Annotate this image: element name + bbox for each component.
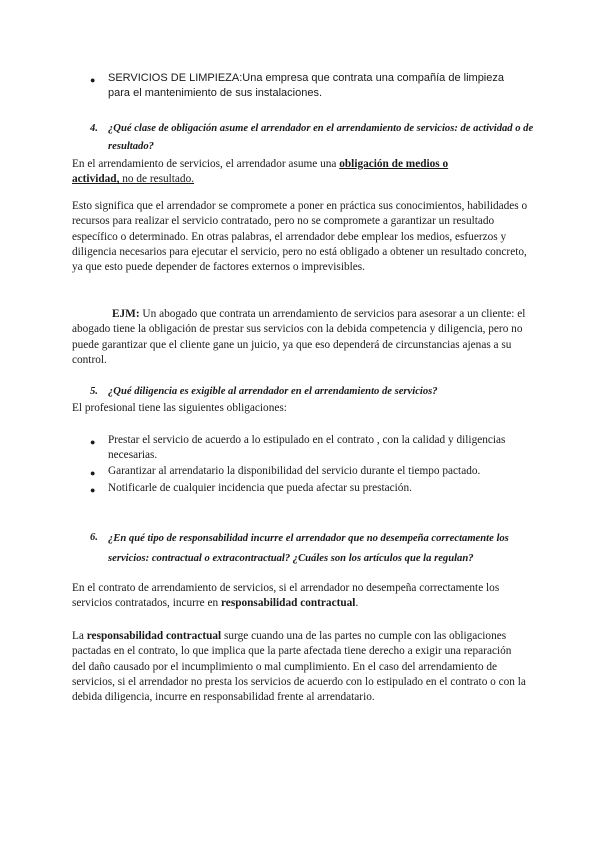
bullet-icon: ● xyxy=(90,437,96,447)
example-label: EJM: xyxy=(112,308,140,320)
answer-paragraph xyxy=(72,157,482,188)
question-heading: ¿Qué clase de obligación asume el arrendador en el arrendamiento de servicios: de actividad o de resultado? xyxy=(108,123,534,152)
example-paragraph xyxy=(72,307,528,368)
example-text: Un abogado que contrata un arrendamiento de servicios para asesorar a un cliente: el abogado tiene la obligación de prestar sus servicios con la debida competencia y diligencia, pero no puede garantizar que el cliente gane un juicio, ya que eso dependerá de circunstancias ajenas a su control. xyxy=(72,308,526,366)
bullet-icon: ● xyxy=(90,485,96,495)
emphasis-text: responsabilidad contractual xyxy=(221,597,356,610)
bullet-icon: ● xyxy=(90,468,96,478)
list-item: Garantizar al arrendatario la disponibilidad del servicio durante el tiempo pactado. xyxy=(108,465,481,477)
question-heading: ¿Qué diligencia es exigible al arrendador en el arrendamiento de servicios? xyxy=(108,386,438,397)
bullet-item: SERVICIOS DE LIMPIEZA:Una empresa que contrata una compañía de limpieza para el mantenimiento de sus instalaciones. xyxy=(108,72,504,100)
answer-text: En el contrato de arrendamiento de servicios, si el arrendador no desempeña correctamente los servicios contratados, incurre en xyxy=(72,582,500,610)
answer-paragraph xyxy=(72,581,522,612)
answer-paragraph: El profesional tiene las siguientes obligaciones: xyxy=(72,402,287,414)
question-number: 4. xyxy=(90,123,98,134)
answer-paragraph: Esto significa que el arrendador se compromete a poner en práctica sus conocimientos, habilidades o recursos para realizar el servicio contratado, pero no se compromete a garantizar un resultado específico o determinado. En otras palabras, el arrendador debe emplear los medios, esfuerzos y diligencia necesarios para ejecutar el servicio, pero no está obligado a obtener un resultado concreto, ya que esto puede depender de factores externos o imprevisibles. xyxy=(72,200,528,274)
answer-text: . xyxy=(355,597,359,610)
answer-text: no de resultado. xyxy=(119,173,195,186)
emphasis-text: obligación de medios o actividad, xyxy=(72,158,449,186)
list-item: Prestar el servicio de acuerdo a lo estipulado en el contrato , con la calidad y diligencias necesarias. xyxy=(108,434,506,462)
question-number: 6. xyxy=(90,532,98,543)
answer-text: surge cuando una de las partes no cumple con las obligaciones pactadas en el contrato, lo que implica que la parte afectada tiene derecho a exigir una reparación del daño causado por el incumplimiento o mal cumplimiento. En el caso del arrendamiento de servicios, si el arrendador no presta los servicios de acuerdo con lo estipulado en el contrato o con la debida diligencia, incurre en responsabilidad frente al arrendatario. xyxy=(72,630,526,704)
answer-text: La xyxy=(72,630,87,642)
answer-text: En el arrendamiento de servicios, el arrendador asume una xyxy=(72,158,340,170)
list-item: Notificarle de cualquier incidencia que pueda afectar su prestación. xyxy=(108,482,412,494)
question-heading: ¿En qué tipo de responsabilidad incurre el arrendador que no desempeña correctamente los servicios: contractual o extracontractual? ¿Cuáles son los artículos que la regulan? xyxy=(108,533,509,564)
emphasis-text: responsabilidad contractual xyxy=(86,630,222,642)
bullet-icon: ● xyxy=(90,75,96,85)
question-number: 5. xyxy=(90,386,98,397)
answer-paragraph xyxy=(72,629,528,705)
